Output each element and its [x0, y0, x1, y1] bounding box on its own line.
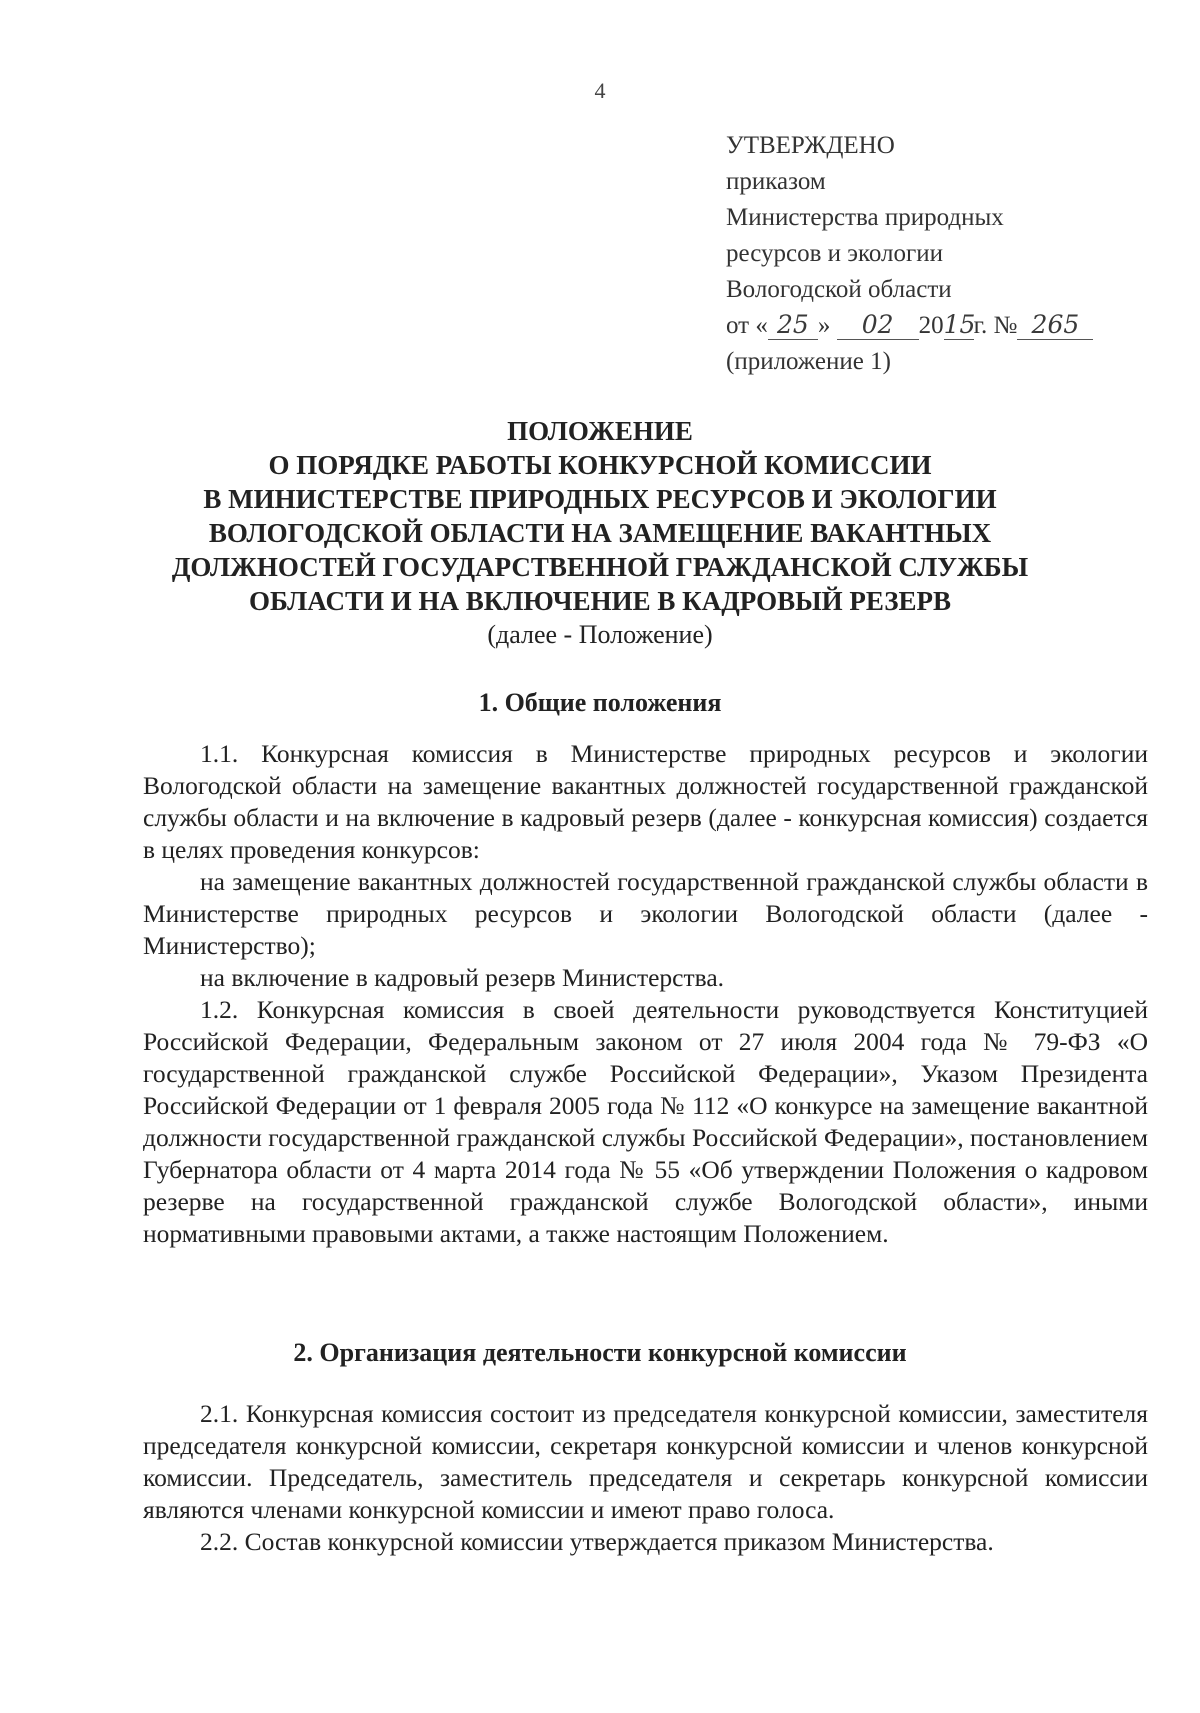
paragraph-2-1: 2.1. Конкурсная комиссия состоит из председателя конкурсной комиссии, заместителя председателя конкурсной комиссии, секретаря конкурсной комиссии и членов конкурсной комиссии. Председатель, заместитель председателя и секретарь конкурсной комиссии являются членами конкурсной комиссии и имеют право голоса. — [143, 1399, 1148, 1524]
paragraph-1-1-a: на замещение вакантных должностей государственной гражданской службы области в Министерстве природных ресурсов и экологии Вологодской области (далее - Министерство); — [143, 867, 1148, 960]
section-1-heading: 1. Общие положения — [478, 688, 722, 717]
title-line-1: ПОЛОЖЕНИЕ — [507, 416, 693, 446]
year-prefix: 20 — [918, 312, 944, 339]
paragraph-1-1: 1.1. Конкурсная комиссия в Министерстве природных ресурсов и экологии Вологодской области на замещение вакантных должностей государственной гражданской службы области и на включение в кадровый резерв (далее - конкурсная комиссия) создается в целях проведения конкурсов: — [143, 739, 1148, 864]
number-prefix: г. № — [973, 312, 1018, 339]
title-line-3: В МИНИСТЕРСТВЕ ПРИРОДНЫХ РЕСУРСОВ И ЭКОЛОГИИ — [203, 484, 997, 514]
handwritten-day: 25 — [768, 311, 818, 340]
handwritten-month: 02 — [837, 311, 919, 340]
approval-line-4: ресурсов и экологии — [726, 240, 944, 267]
date-separator: » — [817, 312, 831, 339]
section-1-body — [143, 738, 1148, 1250]
title-line-4: ВОЛОГОДСКОЙ ОБЛАСТИ НА ЗАМЕЩЕНИЕ ВАКАНТНЫХ — [208, 518, 992, 548]
section-2-body — [143, 1398, 1148, 1558]
title-line-6: ОБЛАСТИ И НА ВКЛЮЧЕНИЕ В КАДРОВЫЙ РЕЗЕРВ — [249, 586, 951, 616]
paragraph-1-1-b: на включение в кадровый резерв Министерства. — [200, 963, 725, 992]
approval-line-3: Министерства природных — [726, 204, 1004, 231]
paragraph-2-2: 2.2. Состав конкурсной комиссии утверждается приказом Министерства. — [200, 1527, 994, 1556]
handwritten-year: 15 — [943, 310, 976, 339]
approval-line-2: приказом — [726, 168, 826, 195]
page-number: 4 — [594, 78, 606, 103]
approval-line-7: (приложение 1) — [726, 348, 891, 375]
approval-date-line — [726, 308, 1166, 344]
approval-line-5: Вологодской области — [726, 276, 952, 303]
title-line-2: О ПОРЯДКЕ РАБОТЫ КОНКУРСНОЙ КОМИССИИ — [268, 450, 932, 480]
title-line-5: ДОЛЖНОСТЕЙ ГОСУДАРСТВЕННОЙ ГРАЖДАНСКОЙ СЛУЖБЫ — [171, 552, 1029, 582]
date-prefix: от « — [726, 312, 768, 339]
section-2-heading: 2. Организация деятельности конкурсной комиссии — [293, 1338, 907, 1367]
document-title — [140, 414, 1060, 652]
handwritten-order-number: 265 — [1017, 311, 1093, 340]
title-line-7: (далее - Положение) — [487, 620, 713, 649]
approval-line-1: УТВЕРЖДЕНО — [726, 132, 895, 159]
paragraph-1-2: 1.2. Конкурсная комиссия в своей деятельности руководствуется Конституцией Российской Федерации, Федеральным законом от 27 июля 2004 года № 79-ФЗ «О государственной гражданской службе Российской Федерации», Указом Президента Российской Федерации от 1 февраля 2005 года № 112 «О конкурсе на замещение вакантной должности государственной гражданской службы Российской Федерации», постановлением Губернатора области от 4 марта 2014 года № 55 «Об утверждении Положения о кадровом резерве на государственной гражданской службе Вологодской области», иными нормативными правовыми актами, а также настоящим Положением. — [143, 995, 1148, 1248]
approval-stamp — [726, 128, 1166, 380]
